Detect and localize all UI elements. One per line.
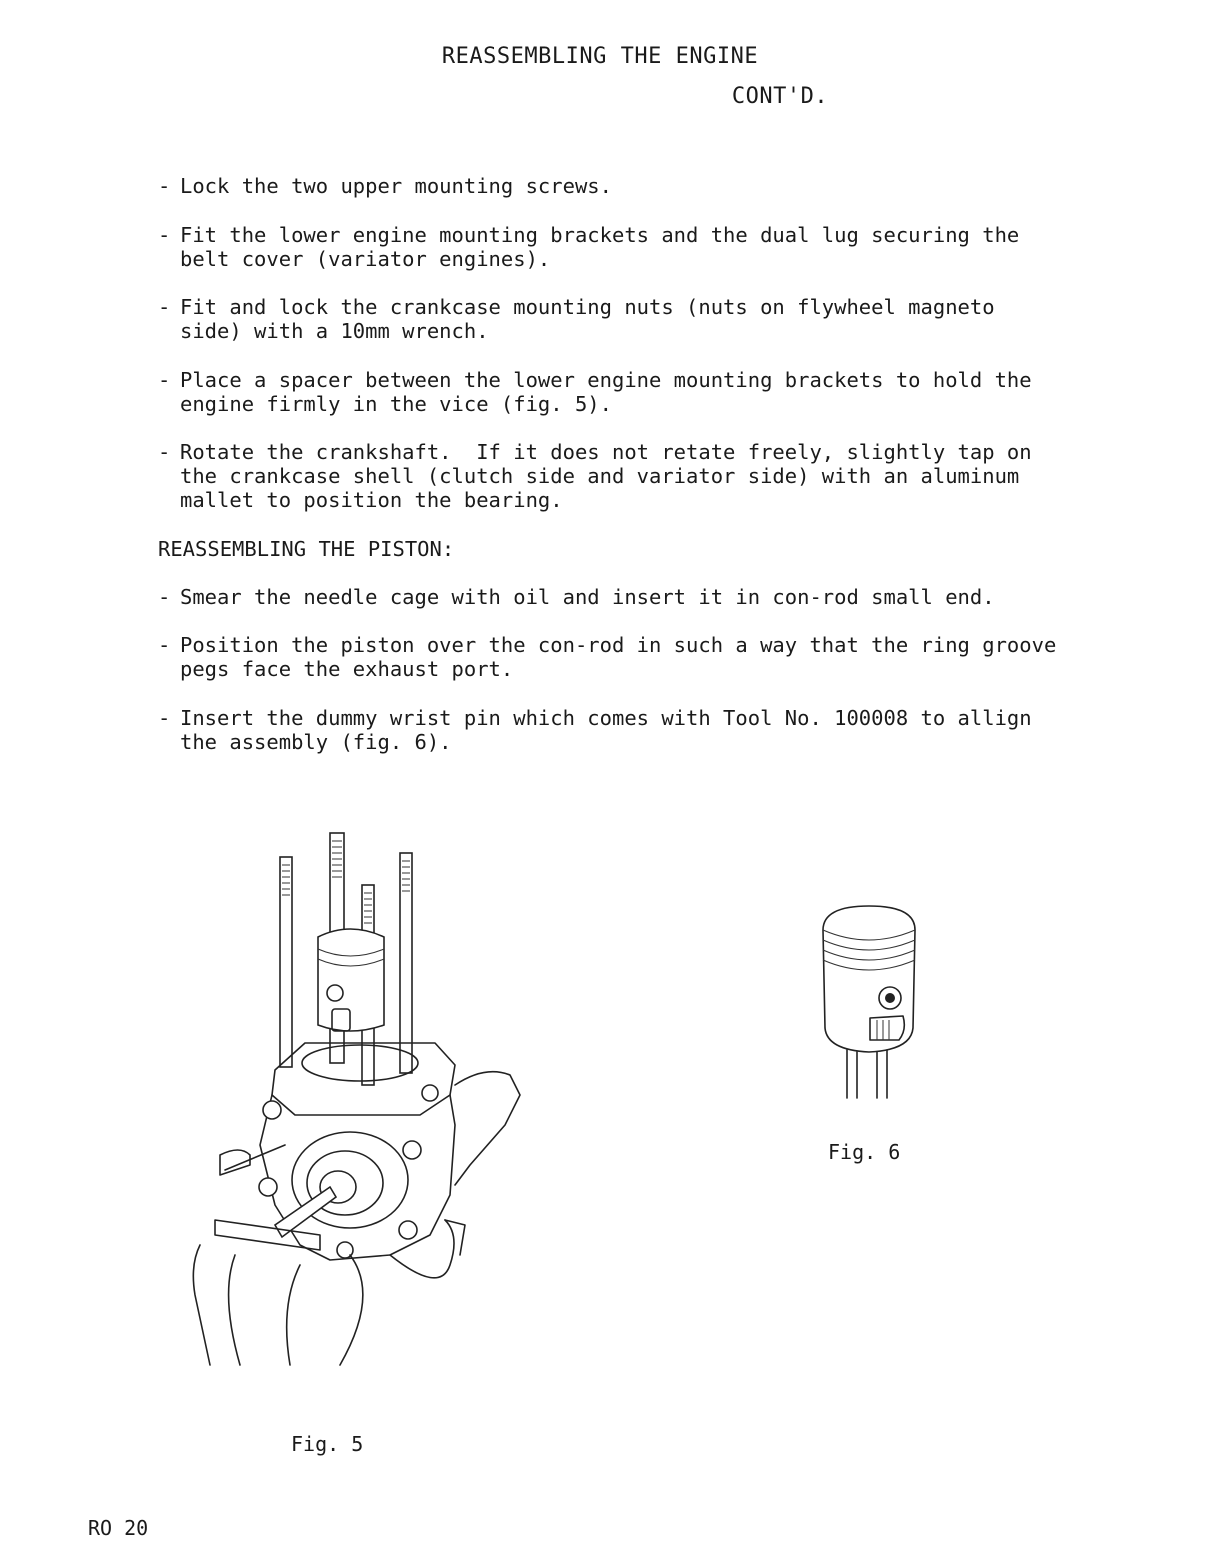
fig5-caption: Fig. 5 <box>291 1432 364 1456</box>
bullet-dash: - <box>158 368 171 392</box>
list-item-text: Rotate the crankshaft. If it does not retate freely, slightly tap on the crankcase shell (clutch side and variator side) with an aluminum mallet to position the bearing. <box>180 440 1044 512</box>
bullet-dash: - <box>158 706 171 730</box>
list-item-text: Insert the dummy wrist pin which comes with Tool No. 100008 to allign the assembly (fig. 6). <box>180 706 1044 754</box>
bullet-dash: - <box>158 295 171 319</box>
bullet-dash: - <box>158 585 171 609</box>
bullet-dash: - <box>158 174 171 198</box>
fig6-caption: Fig. 6 <box>828 1140 901 1164</box>
piston-illustration <box>815 900 925 1110</box>
page-subtitle: CONT'D. <box>731 84 829 109</box>
section-heading: REASSEMBLING THE PISTON: <box>158 537 455 561</box>
list-item-text: Fit the lower engine mounting brackets and the dual lug securing the belt cover (variator engines). <box>180 223 1032 271</box>
engine-illustration <box>180 825 540 1385</box>
bullet-dash: - <box>158 440 171 464</box>
bullet-dash: - <box>158 223 171 247</box>
bullet-dash: - <box>158 633 171 657</box>
page-title: REASSEMBLING THE ENGINE <box>441 44 759 69</box>
list-item-text: Place a spacer between the lower engine mounting brackets to hold the engine firmly in the vice (fig. 5). <box>180 368 1044 416</box>
list-item-text: Smear the needle cage with oil and insert it in con-rod small end. <box>180 585 995 609</box>
list-item-text: Fit and lock the crankcase mounting nuts (nuts on flywheel magneto side) with a 10mm wrench. <box>180 295 1007 343</box>
page-number: RO 20 <box>88 1516 149 1540</box>
list-item-text: Lock the two upper mounting screws. <box>180 174 612 198</box>
list-item-text: Position the piston over the con-rod in such a way that the ring groove pegs face the exhaust port. <box>180 633 1069 681</box>
